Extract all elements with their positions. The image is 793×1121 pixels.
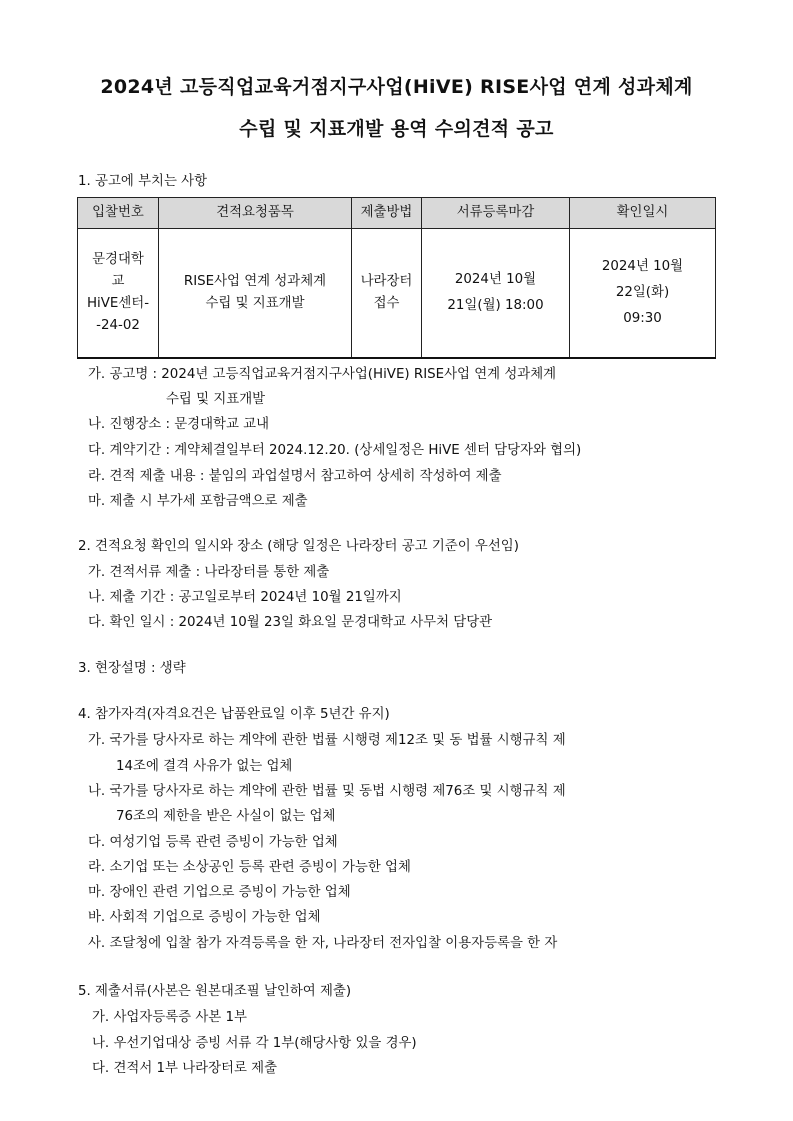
s1-item-ga-cont: 수립 및 지표개발 — [166, 392, 266, 407]
s2-item-ga: 가. 견적서류 제출 : 나라장터를 통한 제출 — [88, 565, 330, 580]
document-title-line2: 수립 및 지표개발 용역 수의견적 공고 — [239, 118, 554, 140]
s4-item-sa: 사. 조달청에 입찰 참가 자격등록을 한 자, 나라장터 전자입찰 이용자등록을 한 자 — [88, 936, 558, 951]
deadline-line: 2024년 10월 — [454, 272, 537, 287]
header-confirmation-datetime: 확인일시 — [570, 198, 716, 229]
section-3-heading: 3. 현장설명 : 생략 — [78, 661, 186, 676]
s4-item-ga-cont: 14조에 결격 사유가 없는 업체 — [116, 759, 293, 774]
cell-confirmation-datetime — [570, 229, 716, 359]
section-2-heading: 2. 견적요청 확인의 일시와 장소 (해당 일정은 나라장터 공고 기준이 우선임) — [78, 539, 519, 554]
confirm-line: 2024년 10월 — [601, 259, 684, 274]
document-title-line1: 2024년 고등직업교육거점지구사업(HiVE) RISE사업 연계 성과체계 — [100, 76, 693, 98]
s4-item-da: 다. 여성기업 등록 관련 증빙이 가능한 업체 — [88, 835, 338, 850]
bid-number-line: 교 — [111, 274, 125, 289]
bid-number-line: -24-02 — [96, 318, 140, 333]
section-5-heading: 5. 제출서류(사본은 원본대조필 날인하여 제출) — [78, 984, 352, 999]
s4-item-ma: 마. 장애인 관련 기업으로 증빙이 가능한 업체 — [88, 885, 351, 900]
s1-item-ra: 라. 견적 제출 내용 : 붙임의 과업설명서 참고하여 상세히 작성하여 제출 — [88, 469, 502, 484]
s5-item-da: 다. 견적서 1부 나라장터로 제출 — [92, 1061, 278, 1076]
bid-table-row — [78, 229, 716, 359]
s4-item-ba: 바. 사회적 기업으로 증빙이 가능한 업체 — [88, 910, 321, 925]
bid-table — [77, 197, 716, 359]
item-line: 수립 및 지표개발 — [205, 296, 305, 311]
item-line: RISE사업 연계 성과체계 — [183, 274, 327, 289]
bid-number-line: HiVE센터- — [86, 296, 150, 311]
confirm-line: 22일(화) — [615, 285, 670, 300]
s1-item-ma: 마. 제출 시 부가세 포함금액으로 제출 — [88, 494, 308, 509]
s1-item-da: 다. 계약기간 : 계약체결일부터 2024.12.20. (상세일정은 HiVE 센터 담당자와 협의) — [88, 443, 582, 458]
s1-item-ga: 가. 공고명 : 2024년 고등직업교육거점지구사업(HiVE) RISE사업 연계 성과체계 — [88, 367, 557, 382]
cell-bid-number — [78, 229, 159, 359]
header-requested-item: 견적요청품목 — [159, 198, 352, 229]
s4-item-ga: 가. 국가를 당사자로 하는 계약에 관한 법률 시행령 제12조 및 동 법률 시행규칙 제 — [88, 733, 566, 748]
s1-item-na: 나. 진행장소 : 문경대학교 교내 — [88, 417, 270, 432]
method-line: 나라장터 — [360, 274, 413, 289]
method-line: 접수 — [373, 296, 400, 311]
bid-number-line: 문경대학 — [92, 252, 144, 267]
cell-registration-deadline — [422, 229, 570, 359]
s5-item-na: 나. 우선기업대상 증빙 서류 각 1부(해당사항 있을 경우) — [92, 1036, 417, 1051]
confirm-line: 09:30 — [623, 311, 662, 326]
s2-item-na: 나. 제출 기간 : 공고일로부터 2024년 10월 21일까지 — [88, 590, 402, 605]
cell-submission-method — [352, 229, 422, 359]
s4-item-na-cont: 76조의 제한을 받은 사실이 없는 업체 — [116, 809, 336, 824]
header-bid-number: 입찰번호 — [78, 198, 159, 229]
header-registration-deadline: 서류등록마감 — [422, 198, 570, 229]
deadline-line: 21일(월) 18:00 — [447, 298, 544, 313]
section-4-heading: 4. 참가자격(자격요건은 납품완료일 이후 5년간 유지) — [78, 707, 390, 722]
header-submission-method: 제출방법 — [352, 198, 422, 229]
s2-item-da: 다. 확인 일시 : 2024년 10월 23일 화요일 문경대학교 사무처 담당관 — [88, 615, 493, 630]
s4-item-ra: 라. 소기업 또는 소상공인 등록 관련 증빙이 가능한 업체 — [88, 860, 411, 875]
s4-item-na: 나. 국가를 당사자로 하는 계약에 관한 법률 및 동법 시행령 제76조 및 시행규칙 제 — [88, 784, 566, 799]
section-1-heading: 1. 공고에 부치는 사항 — [78, 174, 208, 189]
s5-item-ga: 가. 사업자등록증 사본 1부 — [92, 1010, 247, 1025]
bid-table-header-row — [78, 198, 716, 229]
cell-requested-item — [159, 229, 352, 359]
